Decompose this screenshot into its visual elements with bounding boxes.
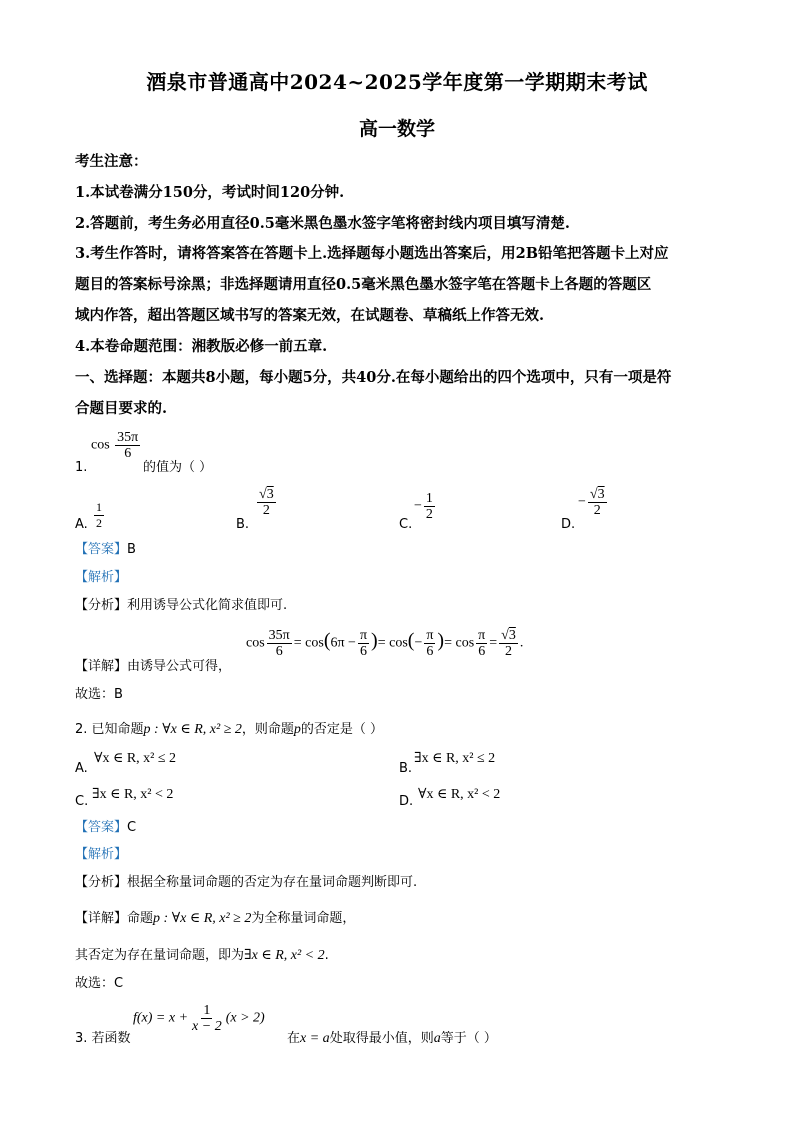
q1-number: 1. [75,460,88,475]
q2-fenxi-text: 根据全称量词命题的否定为存在量词命题判断即可. [127,875,418,890]
q2-mid: ，则命题 [241,722,294,737]
q2-answer [75,818,136,838]
q1-fenxi-text: 利用诱导公式化简求值即可. [127,598,288,613]
q3-func-num: 1 [203,1003,211,1018]
q1-option-b-label: B. [236,517,250,532]
q1-answer-value: B [127,542,136,557]
q1-frac-num: 35π [117,430,139,445]
q2-option-c: ∃x ∈ R, x² < 2 [92,787,174,802]
q3-function [133,1003,265,1034]
q2-proposition: p : ∀x ∈ R, x² ≥ 2 [143,722,242,737]
q1-detail-math: cos $\frac{35\pi}{6}$ = cos(6π − $\frac{\pi}{6}$ )= cos(− $\frac{\pi}{6}$ )= cos $\frac{\pi}{6}$ = $\frac{√3}{2}$ . [246,628,524,659]
q2-conclusion: 故选：C [75,976,124,991]
notice-item-4: 4.本卷命题范围：湘教版必修一前五章. [75,338,328,355]
q1-frac-den: 6 [124,446,132,461]
q3-prefix: 3. 若函数 [75,1031,131,1046]
q2-option-b: ∃x ∈ R, x² ≤ 2 [414,751,496,766]
q1-option-d: − $\frac{√3}{2}$ [578,487,605,518]
q3-suffix: 等于（ ） [440,1031,497,1046]
q1-analysis-tag: 【解析】 [75,570,128,585]
q1-option-a [92,500,106,531]
notice-item-3-cont: 题目的答案标号涂黑；非选择题请用直径0.5毫米黑色墨水签字笔在答题卡上各题的答题区 [75,276,652,293]
q2-analysis-tag: 【解析】 [75,847,128,862]
q1-answer [75,540,136,560]
q1-option-b-den: 2 [262,503,270,518]
exam-subject: 高一数学 [358,118,435,140]
q2-option-a: ∀x ∈ R, x² ≤ 2 [94,751,177,766]
q2-option-d-label: D. [399,794,414,809]
q2-fenxi [75,873,417,893]
q3-a: a [433,1031,441,1046]
section-heading: 一、选择题：本题共8小题，每小题5分，共40分.在每小题给出的四个选项中，只有一项是符 [75,369,672,386]
q1-expression [91,430,142,461]
q1-option-a-label: A. [75,517,88,532]
q1-suffix: 的值为（ ） [143,460,213,475]
notice-item-1: 1.本试卷满分150分，考试时间120分钟. [75,184,345,201]
q2-fenxi-tag: 【分析】 [75,875,128,890]
exam-title: 酒泉市普通高中2024~2025学年度第一学期期末考试 [146,70,648,94]
notice-item-3: 3.考生作答时，请将答案答在答题卡上.选择题每小题选出答案后，用2B铅笔把答题卡上对应 [75,245,669,262]
notice-item-2: 2.答题前，考生务必用直径0.5毫米黑色墨水签字笔将密封线内项目填写清楚. [75,215,570,232]
q2-suffix: 的否定是（ ） [300,722,384,737]
q2-stem [75,720,383,740]
q2-detail2-expr: ∃x ∈ R, x² < 2 [244,948,325,963]
q3-rest [287,1029,497,1049]
q1-option-d-label: D. [561,517,576,532]
q1-conclusion: 故选：B [75,687,123,702]
q2-option-a-label: A. [75,761,88,776]
q2-detail2-b: . [324,948,329,963]
q2-detail [75,909,355,929]
q2-option-d: ∀x ∈ R, x² < 2 [418,787,501,802]
q3-x-eq-a: x = a [300,1031,330,1046]
q2-prefix: 2. 已知命题 [75,722,144,737]
q2-detail-a: 命题 [127,911,154,926]
q3-func-expr: f(x) = x + [133,1010,189,1026]
q2-option-b-label: B. [399,761,413,776]
q2-detail-tag: 【详解】 [75,911,128,926]
q1-option-c-num: 1 [425,491,433,506]
q1-option-c [414,491,437,522]
q2-answer-value: C [127,820,137,835]
q1-detail-tag: 【详解】 [75,659,128,674]
q1-option-b: $\frac{√3}{2}$ [259,487,274,518]
q1-option-a-num: 1 [96,500,102,514]
notice-item-3-cont2: 域内作答，超出答题区域书写的答案无效，在试题卷、草稿纸上作答无效. [75,307,545,324]
section-heading-cont: 合题目要求的. [75,400,168,417]
q3-mid: 在 [287,1031,301,1046]
q2-detail2 [75,946,329,966]
q1-answer-tag: 【答案】 [75,542,128,557]
q1-cos: cos [91,437,110,453]
q1-option-a-den: 2 [96,516,102,530]
q1-fenxi-tag: 【分析】 [75,598,128,613]
q1-option-c-sign: − [414,498,422,514]
q1-option-c-den: 2 [425,507,433,522]
q2-p: p [293,722,301,737]
notice-heading: 考生注意： [75,153,148,170]
q3-func-cond: (x > 2) [225,1010,265,1026]
q1-fenxi [75,596,287,616]
q1-option-c-label: C. [399,517,413,532]
q2-option-c-label: C. [75,794,89,809]
q1-option-d-sign: − [578,494,586,510]
q1-option-d-den: 2 [593,503,601,518]
q1-detail-text: 由诱导公式可得， [127,659,232,674]
q1-detail [75,657,231,677]
q2-answer-tag: 【答案】 [75,820,128,835]
q1-option-b-num: 3 [266,487,274,502]
q1-option-d-num: 3 [597,487,605,502]
q3-mid2: 处取得最小值，则 [329,1031,434,1046]
q2-detail2-a: 其否定为存在量词命题，即为 [75,948,245,963]
q3-func-den: x − 2 [192,1019,222,1034]
q2-detail-expr: p : ∀x ∈ R, x² ≥ 2 [153,911,252,926]
q2-detail-b: 为全称量词命题， [251,911,356,926]
